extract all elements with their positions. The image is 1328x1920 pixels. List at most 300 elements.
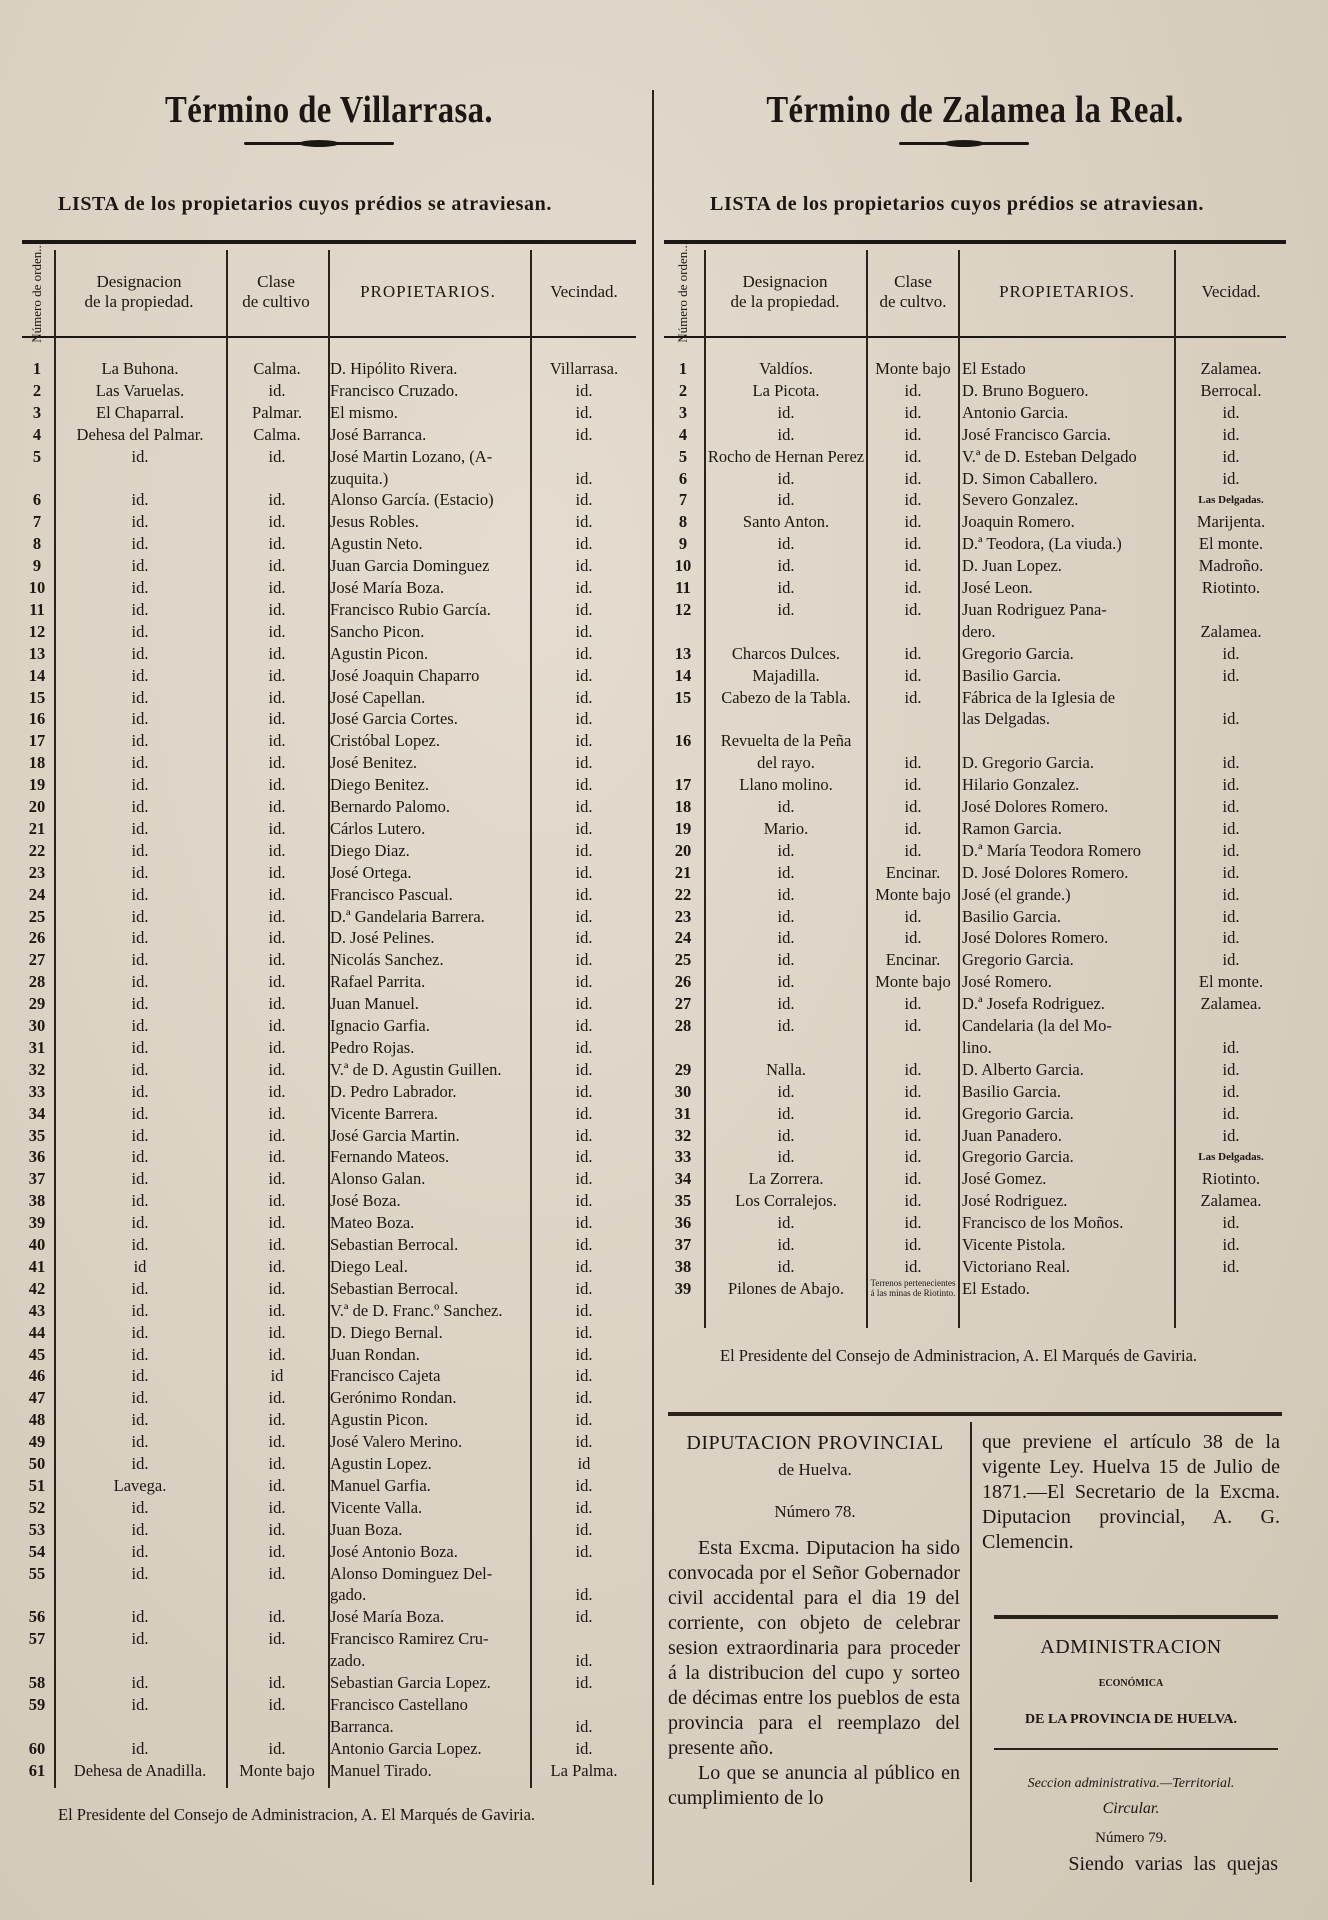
row-vecindad: id.: [1222, 1081, 1240, 1101]
table-row: [22, 1168, 636, 1190]
table-row: [664, 1278, 1286, 1300]
row-propietario: Hilario Gonzalez.: [962, 775, 1080, 795]
villarrasa-list-caption: LISTA de los propietarios cuyos prédios se atraviesan.: [58, 193, 552, 215]
table-row: [22, 1563, 636, 1585]
row-number: 30: [28, 1016, 46, 1035]
row-propietario: Juan Garcia Dominguez: [330, 556, 490, 576]
row-vecindad: id.: [575, 1388, 593, 1408]
row-designacion: id.: [131, 1278, 149, 1298]
row-clase: id.: [904, 906, 922, 926]
table-row: [664, 1125, 1286, 1147]
row-vecindad: id.: [575, 1541, 593, 1561]
row-vecindad: Berrocal.: [1200, 380, 1262, 400]
row-clase: id.: [268, 1344, 286, 1364]
table-row: [664, 687, 1286, 709]
row-vecindad: Zalamea.: [1200, 994, 1262, 1014]
row-propietario: Agustin Picon.: [330, 643, 429, 663]
row-number: 38: [674, 1256, 692, 1276]
table-row: [22, 1300, 636, 1322]
row-number: 31: [28, 1037, 46, 1057]
diputacion-numero: Número 78.: [774, 1502, 856, 1521]
row-vecindad: id.: [575, 928, 593, 948]
row-propietario: Vicente Pistola.: [962, 1235, 1066, 1254]
row-vecindad: id.: [1222, 950, 1240, 970]
row-vecindad: id.: [575, 1651, 593, 1671]
row-designacion: id.: [131, 775, 149, 795]
table-row: [22, 862, 636, 884]
row-clase: id.: [904, 1016, 922, 1035]
row-vecindad: id.: [575, 1169, 593, 1189]
row-designacion: id: [133, 1256, 147, 1276]
table-row: [664, 577, 1286, 599]
row-designacion: id.: [131, 994, 149, 1014]
row-propietario: D. Gregorio Garcia.: [962, 753, 1094, 773]
row-vecindad: id.: [1222, 775, 1240, 795]
table-row: [22, 1606, 636, 1628]
row-clase: id.: [268, 1738, 286, 1758]
row-vecindad: id.: [575, 840, 593, 860]
row-propietario: D. Diego Bernal.: [330, 1322, 443, 1342]
row-vecindad: El monte.: [1198, 534, 1264, 554]
row-propietario: Francisco Rubio García.: [330, 599, 491, 619]
row-propietario: gado.: [330, 1585, 367, 1605]
row-designacion: Revuelta de la Peña: [720, 731, 852, 751]
row-number: 9: [678, 534, 688, 554]
row-propietario: José Garcia Martin.: [330, 1125, 460, 1145]
table-row: [22, 949, 636, 971]
zalamea-president-signature: El Presidente del Consejo de Administracion, A. El Marqués de Gaviria.: [720, 1346, 1198, 1365]
row-vecindad: id.: [575, 599, 593, 619]
row-vecindad: id.: [575, 862, 593, 882]
row-vecindad: La Palma.: [550, 1760, 618, 1780]
column-divider: [652, 90, 654, 1885]
table-row: [664, 1103, 1286, 1125]
row-designacion: id.: [131, 1454, 149, 1473]
row-number: 4: [32, 424, 42, 444]
table-row: [22, 577, 636, 599]
row-number: 50: [28, 1454, 46, 1473]
table-row: [22, 993, 636, 1015]
row-number: 45: [28, 1344, 46, 1364]
row-number: 15: [28, 687, 46, 707]
row-vecindad: Riotinto.: [1201, 1169, 1261, 1189]
row-vecindad: id.: [575, 1366, 593, 1386]
row-propietario: José Dolores Romero.: [962, 928, 1109, 948]
table-row: [22, 489, 636, 511]
row-propietario: José Romero.: [962, 972, 1052, 992]
row-designacion: id.: [777, 1016, 795, 1035]
row-vecindad: id.: [575, 775, 593, 795]
row-number: 22: [674, 884, 692, 904]
row-number: 49: [28, 1432, 46, 1452]
row-designacion: id.: [131, 797, 149, 816]
table-row: [664, 621, 1286, 643]
row-vecindad: id.: [575, 1497, 593, 1517]
row-number: 48: [28, 1410, 46, 1430]
row-clase: id.: [268, 1191, 286, 1211]
row-number: 55: [28, 1563, 46, 1583]
diputacion-title: DIPUTACION PROVINCIAL: [686, 1432, 944, 1454]
header-propietarios: PROPIETARIOS.: [360, 282, 496, 301]
row-designacion: Majadilla.: [752, 665, 820, 685]
row-number: 18: [28, 753, 46, 773]
table-row: [22, 1716, 636, 1738]
row-clase: id.: [268, 621, 286, 641]
row-propietario: José Garcia Cortes.: [330, 709, 458, 729]
row-vecindad: id.: [1222, 928, 1240, 948]
row-propietario: D. Juan Lopez.: [962, 556, 1062, 576]
row-clase: Palmar.: [252, 402, 302, 422]
row-designacion: id.: [131, 1410, 149, 1430]
row-propietario: Victoriano Real.: [962, 1256, 1071, 1276]
row-number: 30: [674, 1081, 692, 1101]
table-row: [22, 1278, 636, 1300]
row-designacion: Mario.: [763, 818, 809, 838]
row-clase: id.: [904, 1059, 922, 1079]
administracion-top-rule: [994, 1615, 1278, 1619]
header-designacion-1: Designacion: [96, 272, 182, 291]
row-clase: Calma.: [253, 359, 301, 378]
row-propietario: José Francisco Garcia.: [962, 424, 1111, 444]
row-vecindad: id.: [1222, 862, 1240, 882]
row-designacion: id.: [131, 1191, 149, 1211]
row-designacion: id.: [131, 1059, 149, 1079]
row-clase: id.: [268, 1016, 286, 1035]
row-designacion: id.: [131, 1081, 149, 1101]
row-vecindad: id.: [575, 884, 593, 904]
row-propietario: Nicolás Sanchez.: [330, 950, 444, 970]
table-row: [22, 1475, 636, 1497]
row-propietario: Juan Panadero.: [962, 1125, 1062, 1145]
table-row: [22, 1387, 636, 1409]
row-propietario: José Joaquin Chaparro: [330, 665, 480, 685]
header-bottom-rule: [664, 336, 1286, 338]
row-vecindad: id.: [1222, 424, 1240, 444]
row-clase: id.: [268, 578, 286, 597]
row-vecindad: Marijenta.: [1196, 512, 1266, 532]
table-row: [22, 906, 636, 928]
table-row: [22, 1541, 636, 1563]
row-vecindad: id.: [1222, 468, 1240, 488]
row-clase: id.: [904, 468, 922, 488]
row-clase: id.: [904, 1103, 922, 1123]
row-designacion: id.: [777, 1235, 795, 1254]
row-clase: id.: [268, 928, 286, 948]
administracion-body: Siendo varias las quejas: [1068, 1853, 1278, 1875]
row-vecindad: id.: [575, 1235, 593, 1254]
table-row: [22, 1650, 636, 1672]
row-designacion: id.: [131, 1673, 149, 1692]
table-row: [664, 774, 1286, 796]
row-number: 60: [28, 1738, 46, 1758]
table-row: [22, 1694, 636, 1716]
row-propietario: José Dolores Romero.: [962, 797, 1109, 816]
row-propietario: Fábrica de la Iglesia de: [962, 687, 1116, 707]
row-number: 28: [28, 972, 46, 992]
table-row: [664, 1037, 1286, 1059]
row-designacion: id.: [777, 402, 795, 422]
row-designacion: id.: [777, 468, 795, 488]
row-designacion: id.: [131, 1519, 149, 1539]
row-propietario: Juan Manuel.: [330, 994, 419, 1014]
row-number: 37: [674, 1235, 692, 1254]
row-vecindad: id.: [575, 950, 593, 970]
table-row: [22, 1103, 636, 1125]
table-row: [22, 774, 636, 796]
table-row: [664, 818, 1286, 840]
row-designacion: id.: [777, 1147, 795, 1167]
row-number: 47: [28, 1388, 46, 1408]
row-clase: id.: [268, 1103, 286, 1123]
row-designacion: id.: [131, 1235, 149, 1254]
header-vecindad: Vecindad.: [550, 282, 618, 301]
row-vecindad: id.: [575, 1037, 593, 1057]
row-designacion: id.: [131, 1366, 149, 1386]
header-clase-1: Clase: [894, 272, 932, 291]
row-designacion: Valdíos.: [759, 359, 813, 378]
table-row: [22, 1059, 636, 1081]
row-designacion: id.: [131, 1738, 149, 1758]
table-row: [22, 1212, 636, 1234]
row-designacion: La Zorrera.: [748, 1169, 824, 1189]
row-number: 25: [28, 906, 46, 926]
row-clase: id.: [268, 1169, 286, 1189]
row-designacion: id.: [131, 1147, 149, 1167]
row-clase: id.: [268, 1147, 286, 1167]
row-clase: id.: [268, 950, 286, 970]
table-row: [22, 1125, 636, 1147]
row-number: 21: [674, 862, 692, 882]
row-number: 18: [674, 797, 692, 816]
row-number: 7: [32, 512, 42, 532]
row-clase: id.: [268, 1037, 286, 1057]
diputacion-notice: [668, 1536, 960, 1811]
row-clase: id.: [268, 1607, 286, 1627]
row-vecindad: id: [577, 1454, 591, 1473]
row-number: 17: [674, 775, 692, 795]
row-vecindad: id.: [1222, 402, 1240, 422]
row-designacion: Los Corralejos.: [735, 1191, 837, 1211]
row-propietario: Agustin Picon.: [330, 1410, 429, 1430]
row-vecindad: id.: [1222, 709, 1240, 729]
row-clase: id.: [268, 1322, 286, 1342]
row-propietario: D. Hipólito Rivera.: [330, 359, 458, 378]
row-designacion: id.: [131, 1103, 149, 1123]
row-designacion: id.: [131, 1497, 149, 1517]
row-designacion: id.: [131, 840, 149, 860]
table-row: [22, 446, 636, 468]
table-row: [664, 708, 1286, 730]
row-clase: id.: [268, 1059, 286, 1079]
row-designacion: del rayo.: [757, 753, 815, 773]
row-propietario: José Capellan.: [330, 687, 426, 707]
row-propietario: Candelaria (la del Mo-: [962, 1016, 1112, 1035]
table-row: [664, 796, 1286, 818]
row-designacion: id.: [131, 643, 149, 663]
row-designacion: id.: [777, 490, 795, 510]
row-number: 22: [28, 840, 46, 860]
diputacion-paragraph-2: Lo que se anuncia al público en cumplimiento de lo: [668, 1762, 960, 1809]
table-row: [22, 1322, 636, 1344]
header-designacion-1: Designacion: [742, 272, 828, 291]
row-propietario: D. Pedro Labrador.: [330, 1081, 457, 1101]
table-row: [22, 1256, 636, 1278]
table-row: [22, 599, 636, 621]
row-number: 26: [28, 928, 46, 948]
row-vecindad: id.: [1222, 1059, 1240, 1079]
table-row: [22, 468, 636, 490]
row-number: 58: [28, 1673, 46, 1692]
row-propietario: Barranca.: [330, 1716, 394, 1736]
row-propietario: El mismo.: [330, 402, 398, 422]
row-propietario: D. Alberto Garcia.: [962, 1059, 1084, 1079]
table-row: [664, 424, 1286, 446]
row-clase: id.: [904, 512, 922, 532]
row-number: 23: [674, 906, 692, 926]
row-propietario: V.ª de D. Esteban Delgado: [962, 446, 1137, 466]
row-number: 1: [678, 359, 688, 378]
row-propietario: El Estado: [962, 359, 1026, 378]
row-designacion: Rocho de Hernan Perez: [707, 446, 865, 466]
row-number: 16: [674, 731, 692, 751]
row-propietario: Severo Gonzalez.: [962, 490, 1079, 510]
row-propietario: zado.: [330, 1651, 366, 1671]
row-number: 14: [28, 665, 46, 685]
row-designacion: id.: [777, 840, 795, 860]
administracion-provincia: DE LA PROVINCIA DE HUELVA.: [1025, 1712, 1237, 1727]
row-clase: id.: [268, 1475, 286, 1495]
row-vecindad: id.: [575, 1322, 593, 1342]
row-propietario: Alonso Galan.: [330, 1169, 426, 1189]
row-designacion: id.: [131, 599, 149, 619]
row-number: 21: [28, 818, 46, 838]
administracion-numero: Número 79.: [1095, 1830, 1167, 1846]
row-number: 19: [28, 775, 46, 795]
header-designacion-2: de la propiedad.: [84, 292, 194, 311]
row-number: 5: [32, 446, 42, 466]
row-clase: id.: [268, 753, 286, 773]
row-number: 56: [28, 1607, 46, 1627]
row-vecindad: id.: [575, 994, 593, 1014]
row-clase: id.: [904, 578, 922, 597]
diputacion-paragraph-1: Esta Excma. Diputacion ha sido convocada por el Señor Gobernador civil accidental para el dia 19 del corriente, con objeto de celebrar sesion extraordinaria para proceder á la distribucion del cupo y sorteo de décimas entre los pueblos de esta provincia para el reemplazo del presente año.: [668, 1537, 960, 1759]
row-clase: id.: [268, 1213, 286, 1233]
row-propietario: Jesus Robles.: [330, 512, 419, 532]
row-number: 34: [28, 1103, 46, 1123]
row-number: 40: [28, 1235, 46, 1254]
table-row: [664, 402, 1286, 424]
row-designacion: id.: [777, 1103, 795, 1123]
row-clase: id.: [904, 490, 922, 510]
row-number: 34: [674, 1169, 692, 1189]
row-vecindad: id.: [1222, 446, 1240, 466]
row-number: 10: [674, 556, 692, 576]
row-clase: id.: [268, 534, 286, 554]
row-propietario: Cárlos Lutero.: [330, 818, 426, 838]
row-propietario: José Benitez.: [330, 753, 418, 773]
row-propietario: Vicente Barrera.: [330, 1103, 439, 1123]
row-vecindad: id.: [575, 1103, 593, 1123]
row-number: 32: [674, 1125, 692, 1145]
row-clase: id.: [268, 906, 286, 926]
row-clase: id.: [904, 402, 922, 422]
row-clase: id.: [268, 797, 286, 816]
row-vecindad: id.: [575, 906, 593, 926]
row-vecindad: id.: [1222, 643, 1240, 663]
row-number: 36: [674, 1213, 692, 1233]
table-row: [22, 1497, 636, 1519]
row-number: 11: [675, 578, 691, 597]
diputacion-subtitle: de Huelva.: [778, 1460, 852, 1479]
row-number: 26: [674, 972, 692, 992]
table-row: [22, 621, 636, 643]
row-propietario: Francisco Ramirez Cru-: [330, 1629, 489, 1649]
row-clase: id.: [904, 1213, 922, 1233]
row-propietario: las Delgadas.: [962, 709, 1050, 729]
row-number: 57: [28, 1629, 46, 1649]
row-propietario: V.ª de D. Agustin Guillen.: [330, 1059, 502, 1079]
row-vecindad: id.: [1222, 1103, 1240, 1123]
row-number: 20: [674, 840, 692, 860]
table-row: [664, 730, 1286, 752]
row-propietario: Bernardo Palomo.: [330, 797, 451, 816]
row-vecindad: id.: [575, 1300, 593, 1320]
row-clase: id.: [904, 534, 922, 554]
row-clase: id.: [904, 599, 922, 619]
row-designacion: id.: [131, 928, 149, 948]
row-propietario: V.ª de D. Franc.º Sanchez.: [330, 1300, 503, 1320]
row-designacion: id.: [777, 928, 795, 948]
table-row: [664, 1146, 1286, 1168]
row-clase: id.: [268, 1519, 286, 1539]
row-clase: Monte bajo: [875, 359, 951, 378]
row-propietario: Basilio Garcia.: [962, 906, 1061, 926]
row-number: 8: [678, 512, 688, 532]
row-propietario: Pedro Rojas.: [330, 1037, 415, 1057]
table-row: [22, 1453, 636, 1475]
table-row: [664, 1234, 1286, 1256]
row-clase: id.: [268, 994, 286, 1014]
row-vecindad: id.: [575, 1716, 593, 1736]
title-ornament: [899, 142, 1029, 145]
row-number: 43: [28, 1300, 46, 1320]
row-clase: id.: [268, 709, 286, 729]
row-vecindad: id.: [575, 512, 593, 532]
row-number: 24: [28, 884, 46, 904]
row-propietario: D.ª Josefa Rodriguez.: [962, 994, 1105, 1014]
row-vecindad: id.: [575, 643, 593, 663]
table-row: [22, 818, 636, 840]
row-designacion: Dehesa del Palmar.: [76, 424, 204, 444]
row-clase: Terrenos pertenecientes á las minas de Riotinto.: [870, 1277, 956, 1298]
row-clase: id.: [268, 643, 286, 663]
row-vecindad: id.: [575, 1738, 593, 1758]
row-number: 6: [678, 468, 688, 488]
row-propietario: D.ª Teodora, (La viuda.): [962, 534, 1122, 554]
administracion-circular: Circular.: [1102, 1800, 1160, 1817]
table-row: [664, 1256, 1286, 1278]
row-number: 59: [28, 1694, 46, 1714]
header-vecindad: Vecidad.: [1201, 282, 1261, 301]
row-designacion: Dehesa de Anadilla.: [73, 1760, 207, 1780]
row-clase: id.: [904, 1235, 922, 1254]
row-vecindad: Zalamea.: [1200, 359, 1262, 378]
row-propietario: El Estado.: [962, 1278, 1030, 1298]
row-vecindad: id.: [575, 402, 593, 422]
administracion-economica: ECONÓMICA: [1098, 1678, 1164, 1689]
row-propietario: José Valero Merino.: [330, 1432, 463, 1452]
row-number: 9: [32, 556, 42, 576]
